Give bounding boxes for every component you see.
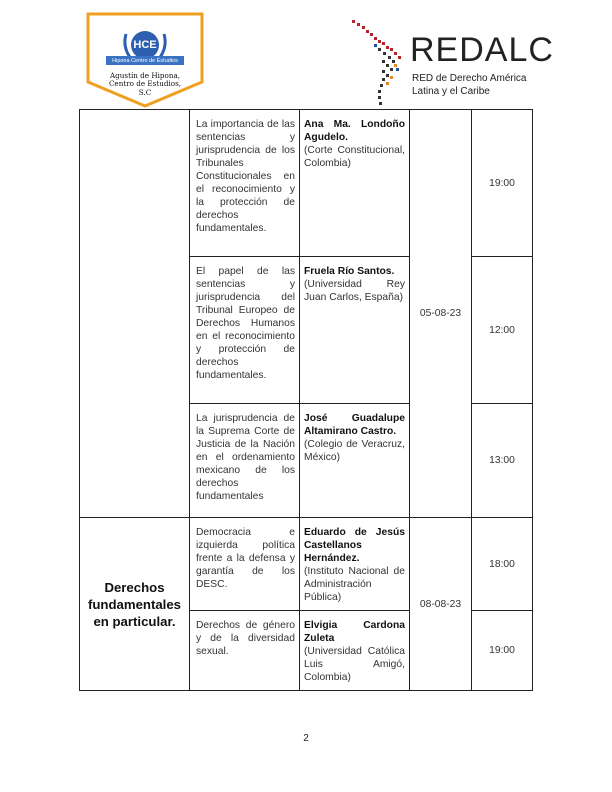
redalc-logo [348,18,554,110]
topic-cell: El papel de las sentencias y jurisprudencia del Tribunal Europeo de Derechos Humanos en el reconocimiento y protección de derechos fundamentales. [190,257,300,404]
hce-line-1: Agustín de Hipona, [109,71,181,80]
table-row [80,110,533,257]
time-cell: 19:00 [472,611,533,691]
redalc-subtitle-line-1: RED de Derecho América [412,73,527,84]
speaker-cell [300,257,410,404]
page-number: 2 [303,733,309,744]
topic-cell: Derechos de género y de la diversidad sexual. [190,611,300,691]
speaker-cell [300,110,410,257]
latin-america-map-icon [348,18,410,110]
table-row [80,518,533,611]
hce-ribbon-text: Hipona Centro de Estudios [112,58,178,64]
speaker-cell [300,404,410,518]
speaker-affiliation: (Colegio de Veracruz, México) [304,439,405,463]
time-cell: 13:00 [472,404,533,518]
topic-cell: La jurisprudencia de la Suprema Corte de Justicia de la Nación en el ordenamiento mexicano de los derechos fundamentales [190,404,300,518]
speaker-affiliation: (Universidad Católica Luis Amigó, Colombia) [304,646,405,683]
redalc-title: REDALC [410,31,554,69]
time-cell: 18:00 [472,518,533,611]
speaker-name: Eduardo de Jesús Castellanos Hernández. [304,527,405,564]
theme-cell: Derechos fundamentales en particular. [80,518,190,691]
hce-line-2: Centro de Estudios, [108,79,182,88]
hce-logo [86,12,204,108]
speaker-name: Fruela Río Santos. [304,266,395,277]
speaker-cell [300,518,410,611]
theme-cell-empty [80,110,190,518]
hce-mark: HCE [133,39,157,51]
time-cell: 19:00 [472,110,533,257]
agenda-table [79,109,533,691]
time-cell: 12:00 [472,257,533,404]
speaker-name: José Guadalupe Altamirano Castro. [304,413,405,437]
speaker-name: Elvigia Cardona Zuleta [304,620,405,644]
hce-line-3: S.C [138,88,152,97]
redalc-subtitle-line-2: Latina y el Caribe [412,86,490,97]
topic-cell: Democracia e izquierda política frente a la defensa y garantía de los DESC. [190,518,300,611]
speaker-affiliation: (Corte Constitucional, Colombia) [304,145,405,169]
speaker-affiliation: (Instituto Nacional de Administración Pública) [304,566,405,603]
speaker-affiliation: (Universidad Rey Juan Carlos, España) [304,279,405,303]
date-cell: 08-08-23 [410,518,472,691]
speaker-cell [300,611,410,691]
speaker-name: Ana Ma. Londoño Agudelo. [304,119,405,143]
date-cell: 05-08-23 [410,110,472,518]
topic-cell: La importancia de las sentencias y jurisprudencia de los Tribunales Constitucionales en el reconocimiento y la protección de derechos fundamentales. [190,110,300,257]
